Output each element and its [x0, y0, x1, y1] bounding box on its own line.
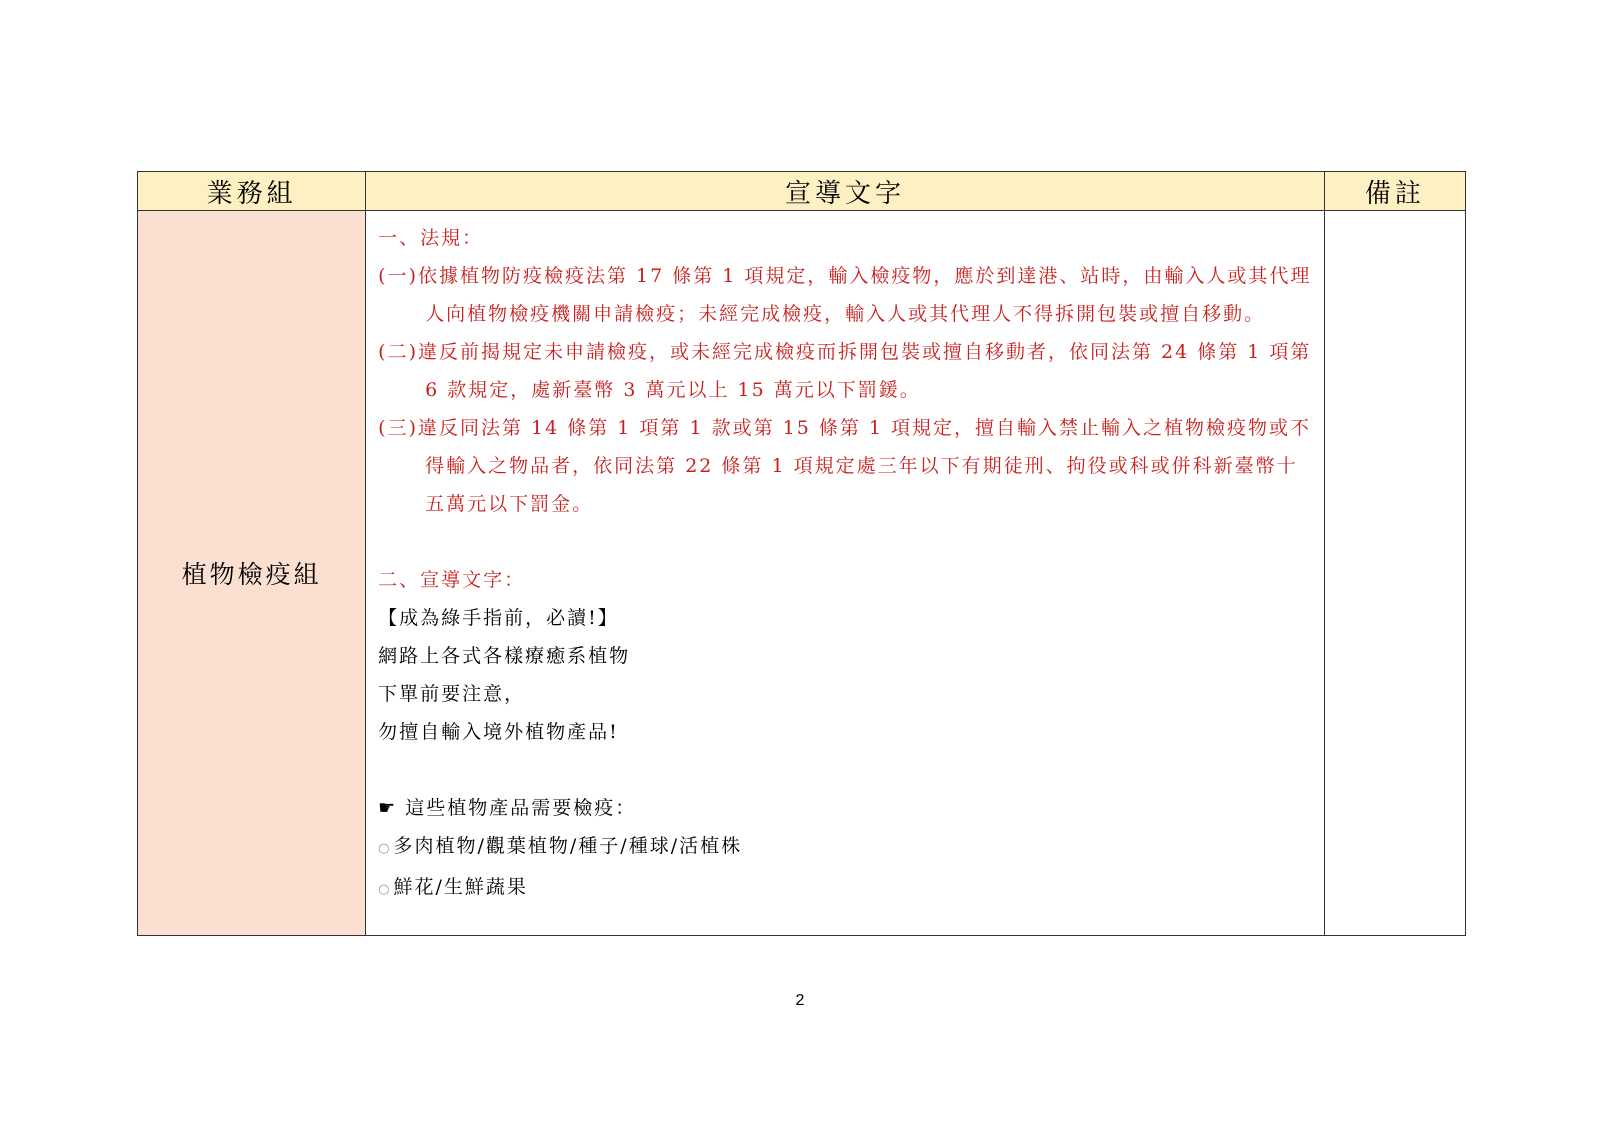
- circle-bullet-icon: ○: [378, 882, 392, 897]
- note-cell: [1324, 211, 1465, 936]
- table-row: [138, 211, 1466, 936]
- regulation-item-1: (一)依據植物防疫檢疫法第 17 條第 1 項規定，輸入檢疫物，應於到達港、站時，由輸入人或其代理人向植物檢疫機關申請檢疫；未經完成檢疫，輸入人或其代理人不得拆開包裝或擅自移動。: [378, 265, 1312, 325]
- dept-cell: 植物檢疫組: [138, 211, 366, 936]
- outreach-line-2: 網路上各式各樣療癒系植物: [378, 645, 631, 667]
- section-regulations-heading: 一、法規：: [378, 227, 484, 249]
- quarantine-list-intro: ☛ 這些植物產品需要檢疫：: [378, 797, 637, 819]
- header-dept: 業務組: [138, 172, 366, 211]
- regulation-item-3: (三)違反同法第 14 條第 1 項第 1 款或第 15 條第 1 項規定，擅自輸入禁止輸入之植物檢疫物或不得輸入之物品者，依同法第 22 條第 1 項規定處三年以下有期徒刑、拘役或科或併科新臺幣十五萬元以下罰金。: [378, 417, 1311, 515]
- regulation-item-2: (二)違反前揭規定未申請檢疫，或未經完成檢疫而拆開包裝或擅自移動者，依同法第 24 條第 1 項第 6 款規定，處新臺幣 3 萬元以上 15 萬元以下罰鍰。: [378, 341, 1312, 401]
- outreach-line-1: 【成為綠手指前，必讀!】: [378, 607, 619, 629]
- outreach-table: [137, 171, 1466, 936]
- spacer: [378, 523, 1314, 561]
- circle-bullet-icon: ○: [378, 841, 392, 856]
- list-item-text: 鮮花/生鮮蔬果: [393, 876, 528, 898]
- list-item-text: 多肉植物/觀葉植物/種子/種球/活植株: [393, 835, 743, 857]
- outreach-line-4: 勿擅自輸入境外植物產品!: [378, 721, 619, 743]
- spacer: [378, 751, 1314, 789]
- list-item: [378, 868, 1314, 909]
- page-number: 2: [795, 992, 805, 1009]
- outreach-line-3: 下單前要注意，: [378, 683, 526, 705]
- section-outreach-heading: 二、宣導文字：: [378, 569, 526, 591]
- header-note: 備註: [1324, 172, 1465, 211]
- table-header-row: [138, 172, 1466, 211]
- outreach-text-cell: [366, 211, 1325, 936]
- list-item: [378, 827, 1314, 868]
- header-text: 宣導文字: [366, 172, 1325, 211]
